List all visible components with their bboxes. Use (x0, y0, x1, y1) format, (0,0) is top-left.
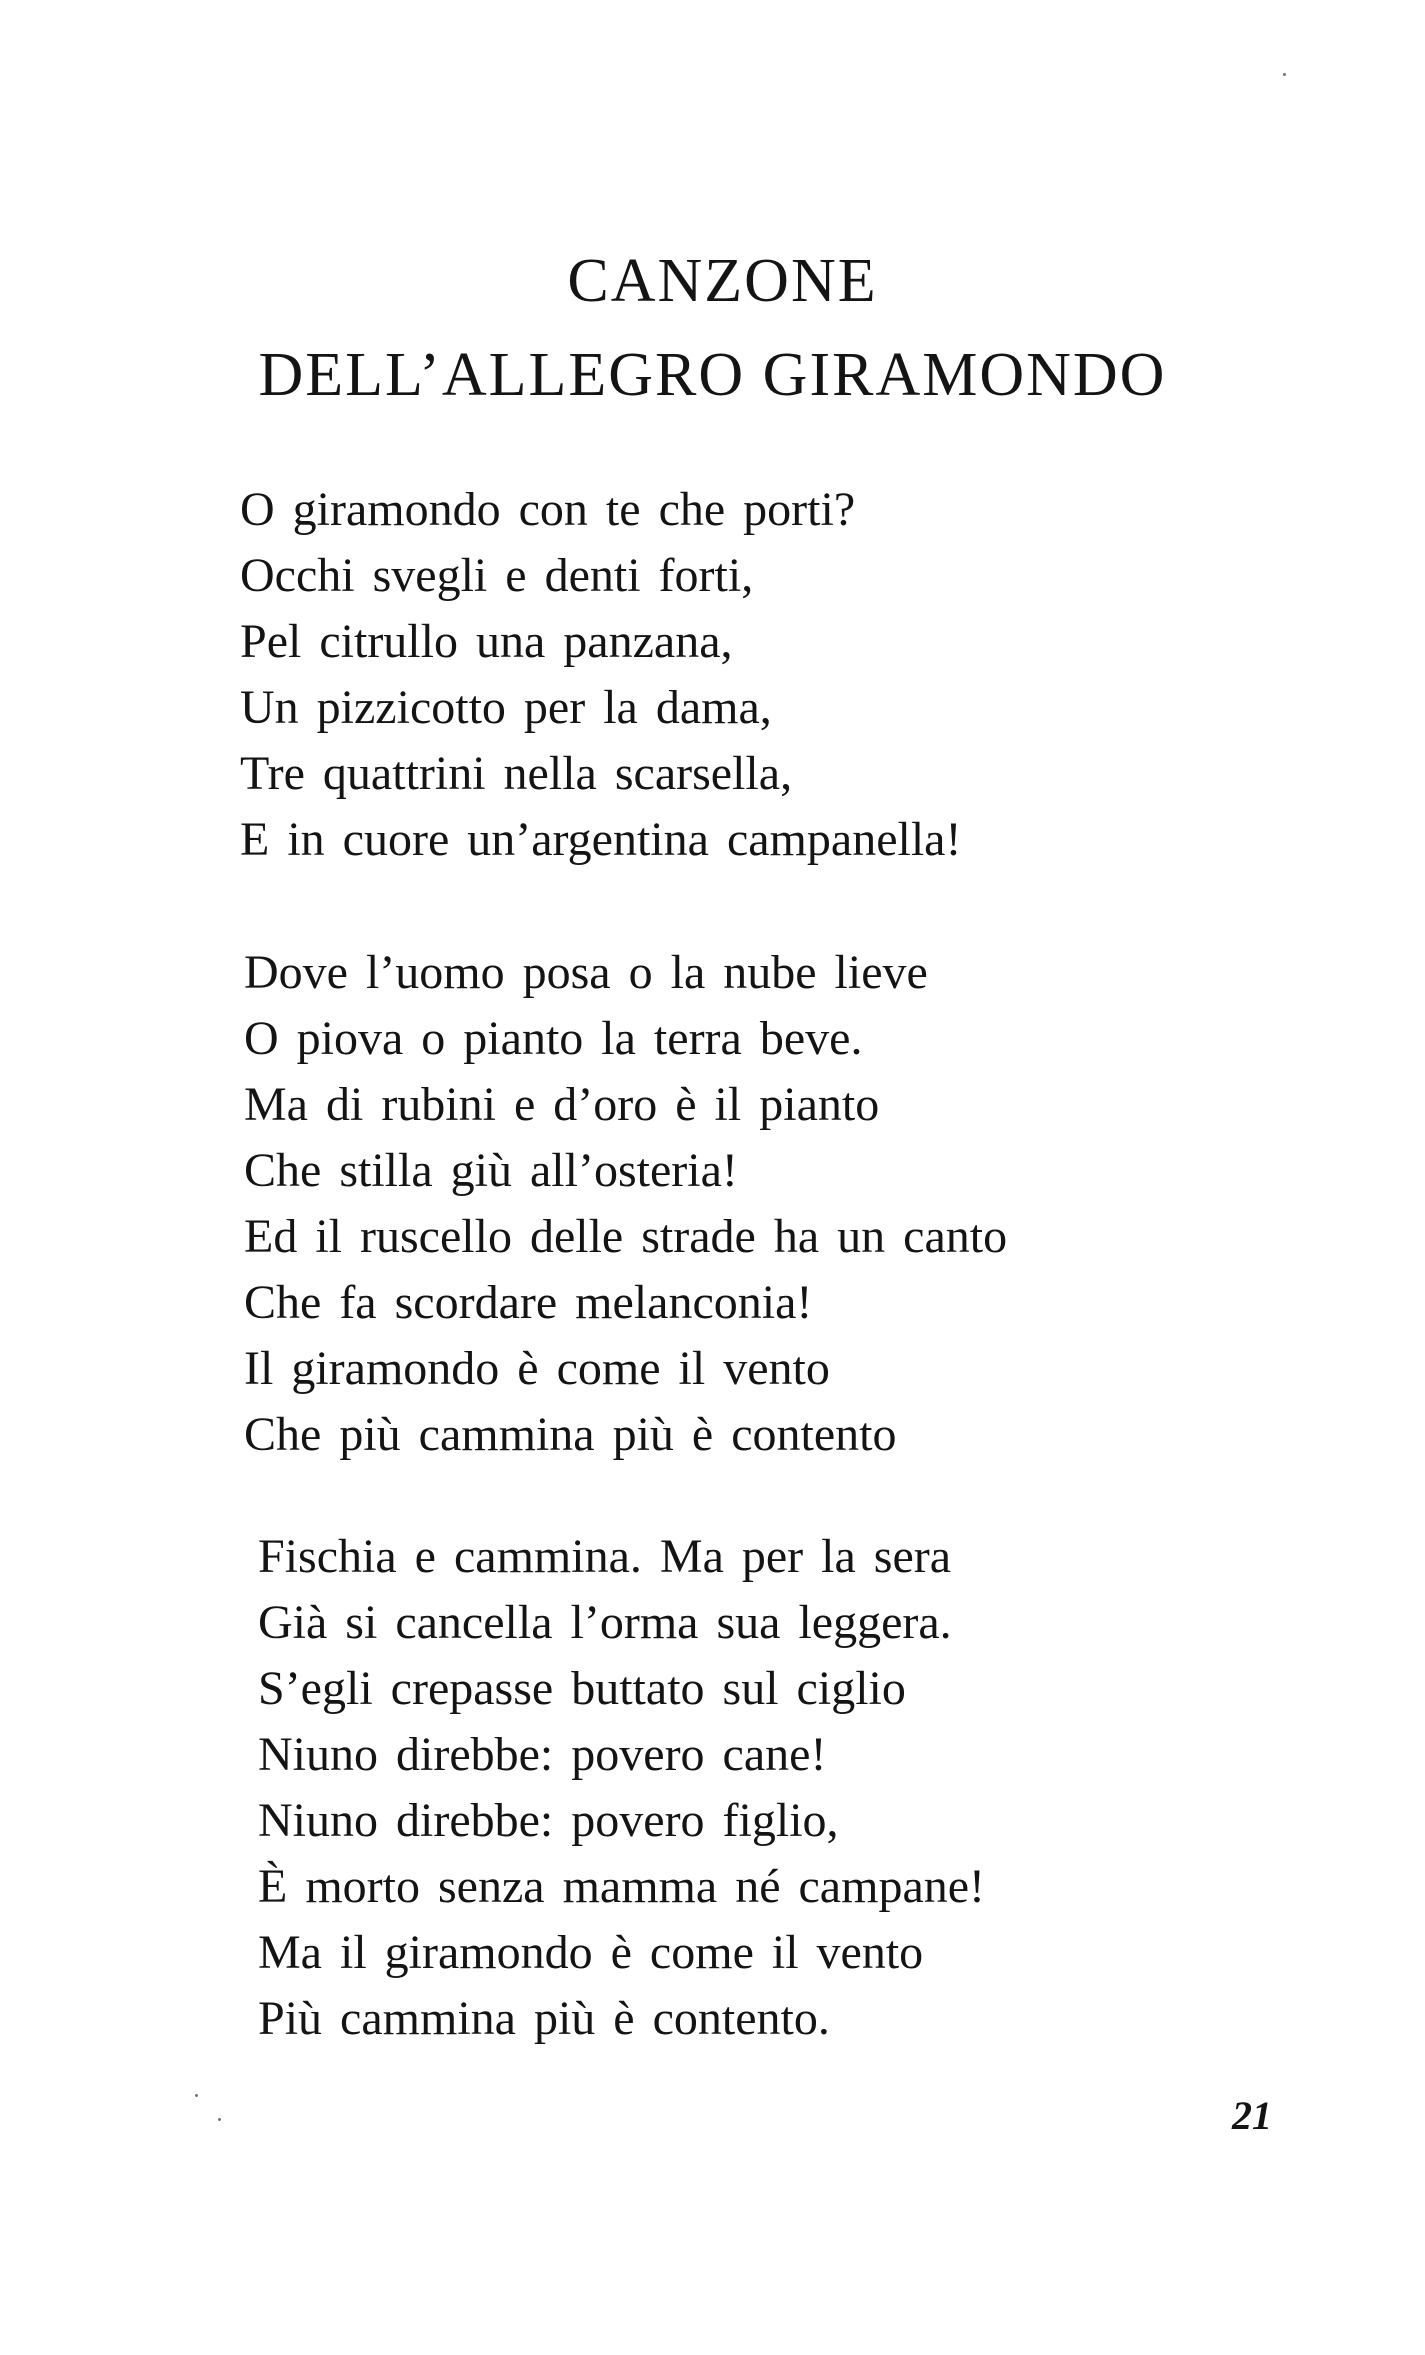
poem-title (0, 246, 1425, 410)
verse-line: Tre quattrini nella scarsella, (240, 747, 793, 800)
verse-line: Dove l’uomo posa o la nube lieve (244, 946, 928, 999)
stanza-1 (240, 477, 961, 873)
verse-line: Il giramondo è come il vento (244, 1342, 830, 1395)
paper-speck (218, 2118, 221, 2121)
verse-line: Occhi svegli e denti forti, (240, 549, 754, 602)
verse-line: Niuno direbbe: povero figlio, (258, 1794, 839, 1847)
paper-speck (1283, 73, 1286, 76)
verse-line: Ma il giramondo è come il vento (258, 1926, 924, 1979)
verse-line: S’egli crepasse buttato sul ciglio (258, 1662, 906, 1715)
verse-line: Un pizzicotto per la dama, (240, 681, 772, 734)
poem-title-line-1: CANZONE (567, 247, 878, 315)
verse-line: Ed il ruscello delle strade ha un canto (244, 1210, 1008, 1263)
verse-line: Ma di rubini e d’oro è il pianto (244, 1078, 880, 1131)
verse-line: Niuno direbbe: povero cane! (258, 1728, 827, 1781)
verse-line: E in cuore un’argentina campanella! (240, 813, 962, 866)
verse-line: Fischia e cammina. Ma per la sera (258, 1530, 952, 1583)
verse-line: O piova o pianto la terra beve. (244, 1012, 863, 1065)
verse-line: O giramondo con te che porti? (240, 483, 856, 536)
verse-line: Pel citrullo una panzana, (240, 615, 733, 668)
verse-line: Che più cammina più è contento (244, 1408, 897, 1461)
verse-line: È morto senza mamma né campane! (258, 1860, 986, 1913)
poem-title-line-2: DELL’ALLEGRO GIRAMONDO (258, 341, 1167, 409)
stanza-2 (244, 940, 1007, 1468)
verse-line: Che stilla giù all’osteria! (244, 1144, 738, 1197)
stanza-3 (258, 1524, 985, 2052)
verse-line: Più cammina più è contento. (258, 1992, 830, 2045)
verse-line: Che fa scordare melanconia! (244, 1276, 813, 1329)
page-number: 21 (1232, 2093, 1272, 2138)
verse-line: Già si cancella l’orma sua leggera. (258, 1596, 952, 1649)
paper-speck (195, 2094, 198, 2097)
